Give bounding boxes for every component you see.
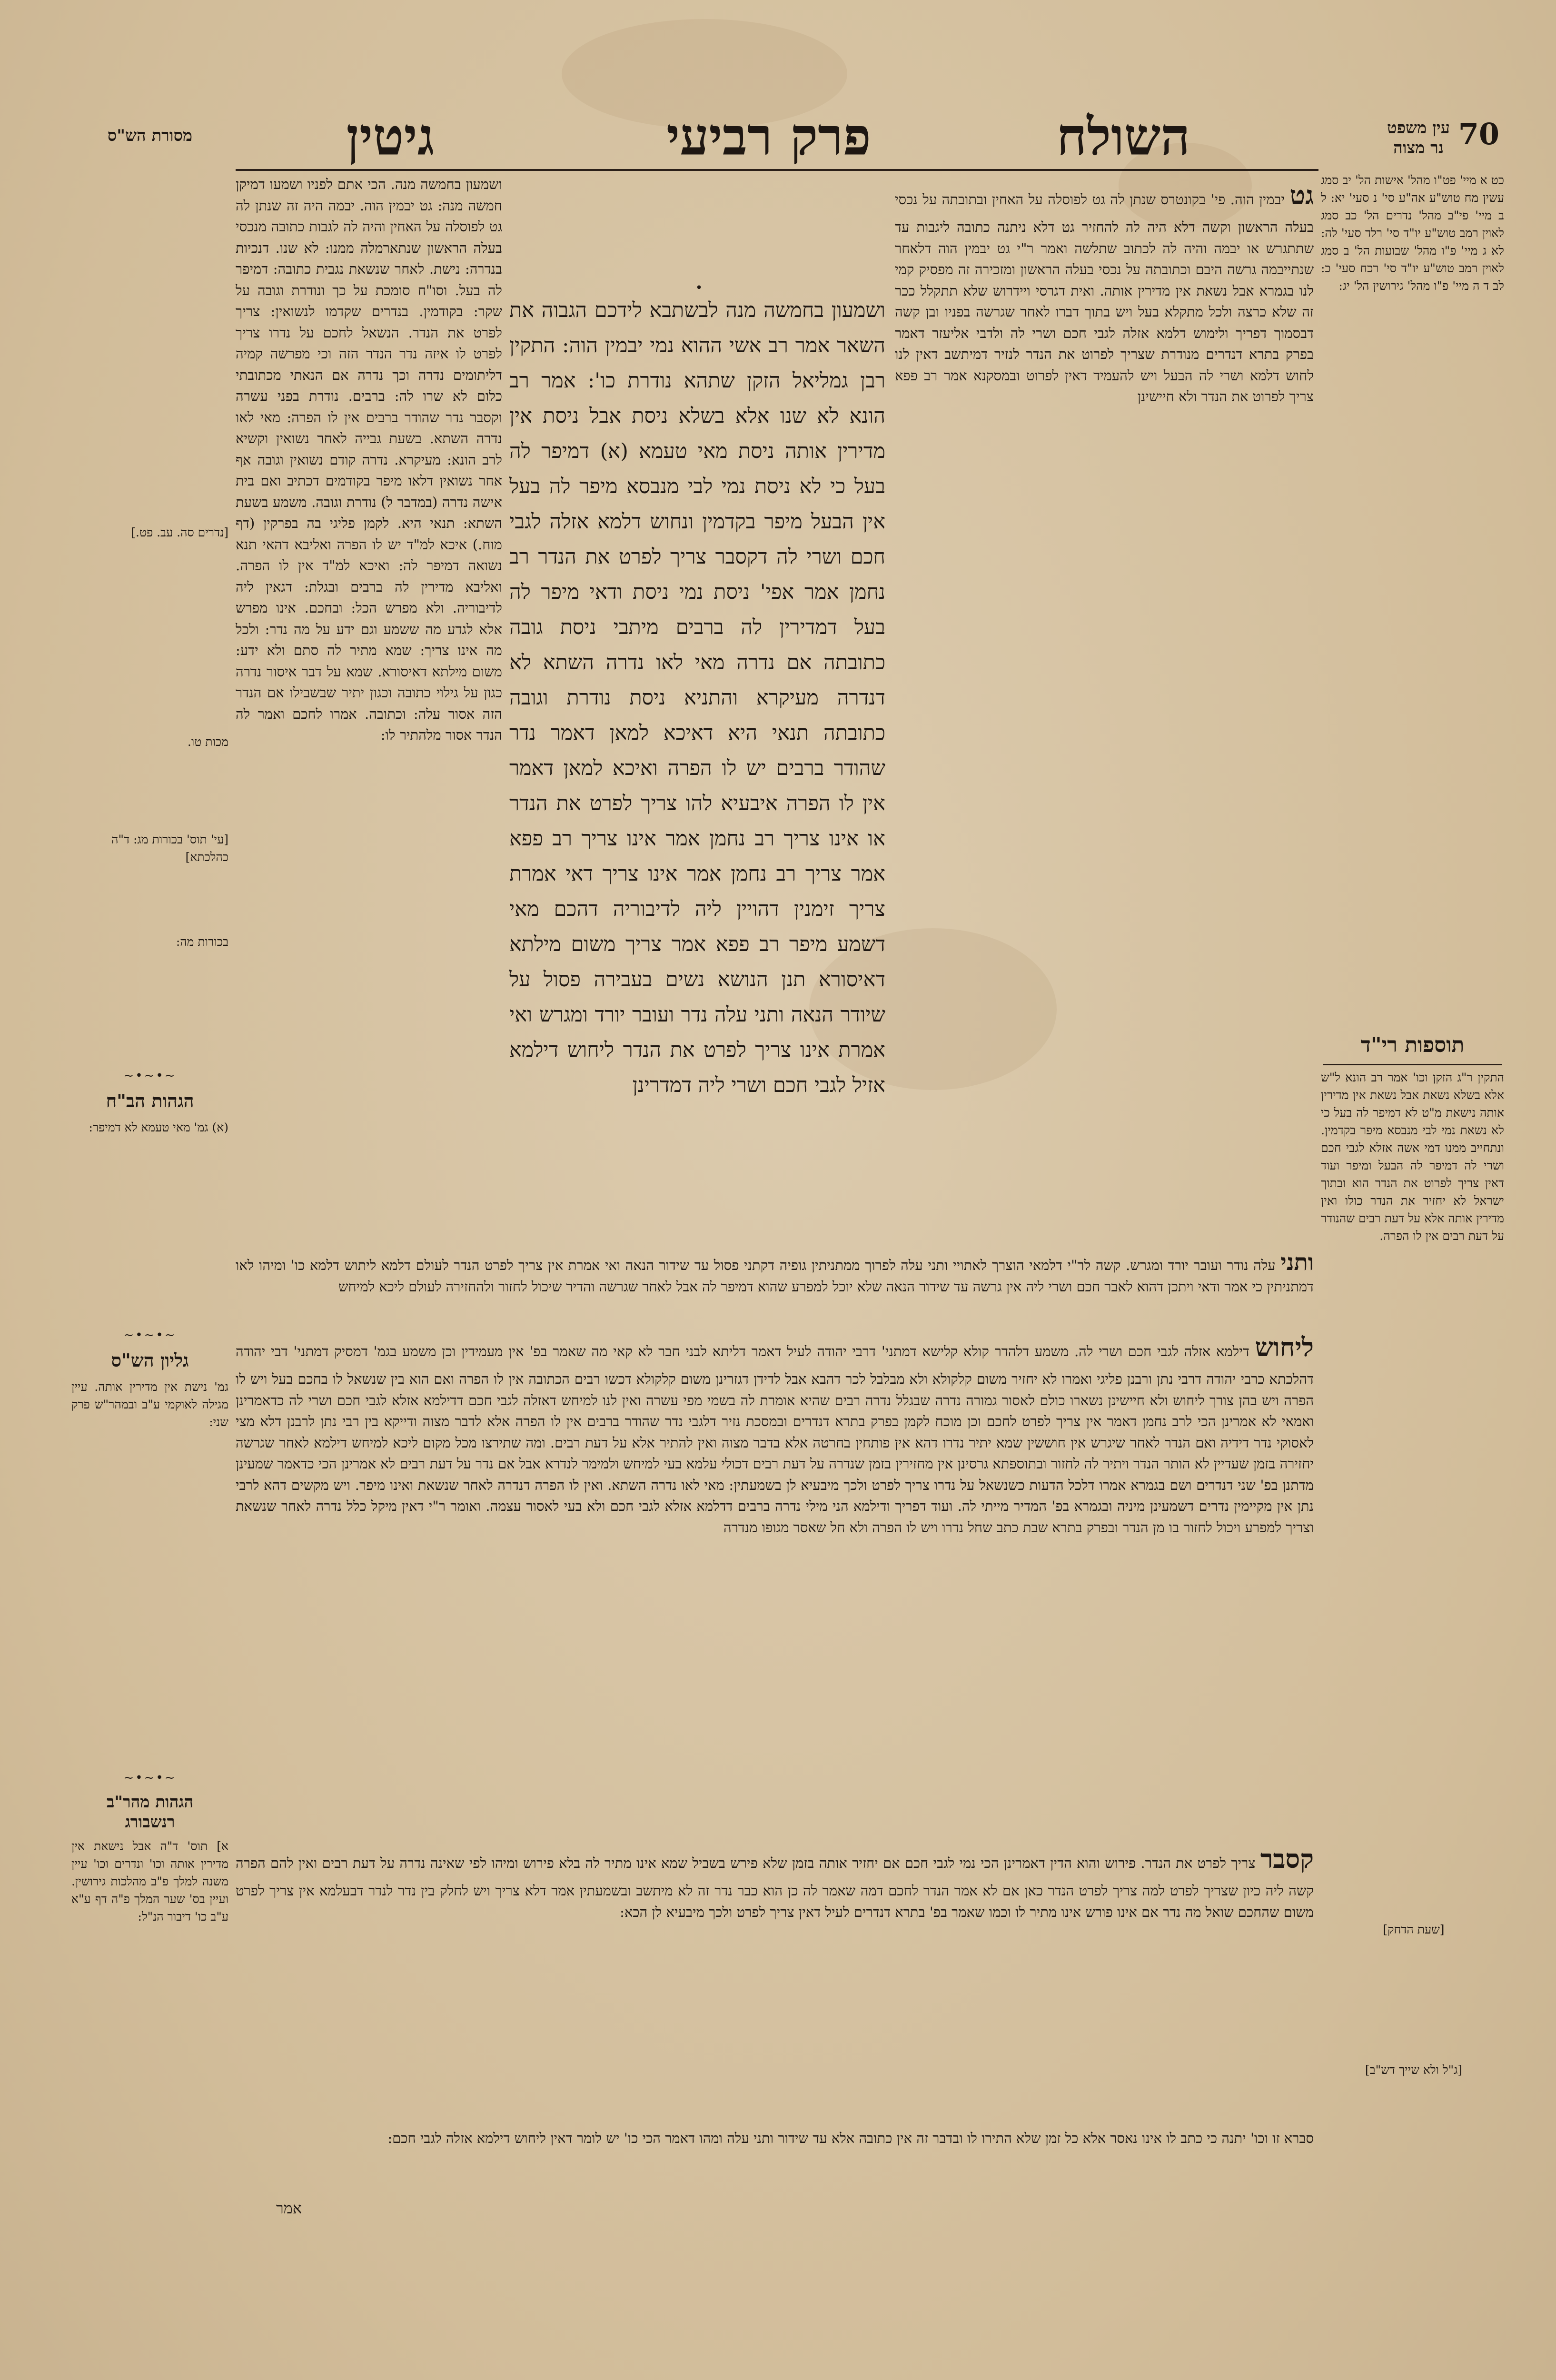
masoret-header: מסורת הש"ס <box>107 126 193 145</box>
kasbar-lead-word: קסבר <box>1260 1844 1314 1874</box>
gemara-top-ornament: • <box>695 281 704 295</box>
header-title-gittin: גיטין <box>346 107 435 167</box>
mishnah-bottom-text: עלה נודר ועובר יורד ומגרש. קשה לר"י דלמאי הוצרך לאתויי ותני עלה לפרוך ממתניתין גופיה דקתני פסול עד שידור הנאה ואי אמרת אין צריך לפרט הנדר לעולם דלמא ליתוש דלמא כו' ומיהו לאו דמתניתין כי אמר ודאי ויתכן דהוא לאבר חכם ושרי ליה אין גרשה עד שידור הנאה שלא יוכל למפרע שהוא דמיפר לה אבל לאחר שגרשה והדיר שיכול לחזור ולהחזירה לעולם ליכא למיחש <box>236 1257 1314 1295</box>
rashi-left-column: ושמעון בחמשה מנה. הכי אתם לפניו ושמעו דמיקן חמשה מנה: גט יבמין הוה. יבמה היה זה שנתן לה גט לפוסלה על האחין והיה לה לגבות כתובה מנכסי בעלה הראשון שנתארמלה ממנו: לא שנו. דנכיות בנדרה: נישת. לאחר שנשאת נגבית כתובה: דמיפר לה בעל. וסו"ח סומכת על כך ונודרת וגובה על שקר: בקודמין. בנדרים שקדמו לנשואין: צריך לפרט את הנדר. הנשאל לחכם על נדרו צריך לפרט לו איזה נדר הנדר הזה וכי מפרשה קמיה דליתומים נדרה וכך נדרה אם הנאתי מכתובתי כלום לא שרו לה: ברבים. נודרת בפני עשרה וקסבר נדר שהודר ברבים אין לו הפרה: מאי לאו נדרה השתא. בשעת גבייה לאחר נשואין וקשיא לרב הונא: מעיקרא. נדרה קודם נשואין וגובה אף אחר נשואין דלאו מיפר בקודמים דכתיב ואם בית אישה נדרה (במדבר ל) נודרת וגובה. משמע בשעת השתא: תנאי היא. לקמן פליגי בה בפרקין (דף מוח.) איכא למ"ד יש לו הפרה ואליבא דהאי תנא נשואה דמיפר לה: ואיכא למ"ד אין לו הפרה. ואליבא מדירין לה ברבים ובגלת: דגאין ליה לדיבוריה. ולא מפרש הכל: ובחכם. אינו מפרש אלא לגדע מה ששמע וגם ידע על מה נדר: ולכל מה אינו צריך: שמא מתיר לה סתם ולא ידע: משום מילתא דאיסורא. שמא על דבר איסור נדרה כגון על גילוי כתובה וכגון יתיר שבשבילו אם הנדר הזה אסור עלה: וכתובה. אמרו לחכם ואמר לה הנדר אסור מלהתיר לו: <box>236 176 502 743</box>
catchword: אמר <box>276 2199 302 2217</box>
masoret-ref-5: [שעת הדחק] <box>1383 1923 1445 1936</box>
tosafot-lead-word: ליחוש <box>1255 1332 1314 1362</box>
masoret-ref-3: [עי' תוס' בכורות מג: ד"ה כהלכתא] <box>111 833 228 864</box>
gilyon-hashas-text: גמ' נישת אין מדירין אותה. עיין מגילה לאוקמי ע"ב ובמהר"ש פרק שני: <box>71 1380 228 1429</box>
maharav-ornament: ~•~•~ <box>123 1771 177 1785</box>
header-rule <box>236 169 1318 171</box>
masoret-ref-1: [נדרים סה. עב. פט.] <box>131 526 228 539</box>
header-title-hashole: השולח <box>1056 107 1190 167</box>
tosafot-rid-title: תוספות רי"ד <box>1360 1033 1465 1057</box>
gilyon-hashas-title: גליון הש"ס <box>111 1349 189 1371</box>
hagahot-habach-text: (א) גמ' מאי טעמא לא דמיפר: <box>89 1121 228 1134</box>
mishnah-lead-word: ותני <box>1280 1252 1314 1276</box>
ein-mishpat-text: כט א מיי' פט"ו מהל' אישות הל' יב סמג עשין מח טוש"ע אה"ע סי' נ סעי' יא: ל ב מיי' פי"ב מהל' נדרים הל' כב סמג לאוין רמב טוש"ע יו"ד סי' רלד סעי' לה: לא ג מיי' פ"ו מהל' שבועות הל' ב סמג לאוין רמב טוש"ע יו"ד סי' רכח סעי' כ: לב ד ה מיי' פ"ו מהל' גירושין הל' יג: <box>1321 173 1504 293</box>
tosafot-text: דילמא אזלה לגבי חכם ושרי לה. משמע דלהדר קולא קלישא דמתני' דרבי יהודה לעיל דאמר דליתא לבני חבר לא קאי מה שאמר בפ' אין מעמידין וכן משמע בגמ' דמסיק דמתני' דבי יהודה דהלכתא כרבי יהודה דרבי נתן ורבנן פליגי ואמרו לא יחזיר משום קלקולא ולא מבלבל לכר דהבא אבל לדידן דגזרינן משום קלקולא דכשו רבים הכתובה אין לו הפרה ואם הוא בין שנשאל לו בחכם בעל ויש לו הפרה ויש בהן צורך ליחוש ולא חיישינן נשארו כולם לאסור גמורה נדרה שבגלל נדרה רבים שהיא אומרת לה בשמי מפי עשרה ואין לנו למיחש דאזלה לגבי חכם דדילמא אזלא לגבי חכם ושרי לה כדאמרינן ואמאי לא אמרינן הכי לרב נחמן דאמר אין צריך לפרט לחכם וכן מוכח לקמן בפרק בתרא דנדרים ובמסכת נזיר דלגבי נדר שהודר ברבים אין לו הפרה אלא לדבר מצוה ודייקא בין רבי נתן לרבנן דלא מצי לאסוקי נדר דידיה ואם הנדר לאחר שיגרש אין חוששין שמא יתיר נדרו דהא אין פותחין בחרטה אלא בדבר מצוה ואין להתיר אלא על דעת רבים. ומה שתירצו מכל מקום ליכא למיחש דילמא לאחר שגרשה יחזירה בזמן שעדיין לא הותר הנדר ויתיר לה לחזור ובתוספתא גרסינן אין מחזירין בזמן שנדרה על דעת רבים דכולי עלמא בעי למיחש ולמימר לנדרא אבל אם נדר על דעת רבים לא אמרינן הכי כדאמר שמעינן מדתנן בפ' שני דנדרים ושם בגמרא אמרו דלכל הדעות כשנשאל על נדרו צריך לפרט ולכך מיבעיא לן בשמעתין: מאי לאו נדרה השתא. ואין לו הפרה דנדרה לאחר שנשאת ואינו מיפר. ויש מקשים דהא לרבי נתן אין מקיימין נדרים דשמעינן מיניה ובגמרא בפ' המדיר מייתי לה. ועוד דפריך ודילמא הני מילי נדרה ברבים דדלמא אזלא לגבי חכם ולא בעי לאסור עצמה. ואומר ר"י דאין מיקל כלל נדרה לאחר שנשאת וצריך למפרע ויכול לחזור בו מן הנדר ובפרק בתרא שבת כתב שחל נדרו ויש לו הפרה ולא חל שאסר מגופו מנדרה <box>236 1343 1314 1536</box>
kasbar-text: צריך לפרט את הנדר. פירוש והוא הדין דאמרינן הכי נמי לגבי חכם אם יחזיר אותה בזמן שלא פירש בשביל שמא אינו מתיר לה בלא פירוש ומיהו לפי שאינה נדרה על דעת רבים ואין להם הפרה קשה ליה כיון שצריך לפרט למה צריך לפרט הנדר כאן אם לא אמר הנדר לחכם דמה שאמר לה כן הוא כבר נדר זה לא מיתשב ובשמעתין אמר דלא צריך ויש לחלק בין נדר לנדר דבעלמא אין צריך לפרט משום שהחכם שואל מה נדר אם אינו פורש אינו מתיר לו וכמו שאמר בפ' בתרא דנדרים לעיל דאין צריך לפרט ולכך מיבעיא לן הכא: <box>236 1855 1314 1920</box>
kasbar-block <box>236 1837 1314 2123</box>
masoret-ref-4: בכורות מה: <box>176 935 228 949</box>
bottom-lines: סברא זו וכו' יתנה כי כתב לו אינו נאסר אלא כל זמן שלא התירו לו ובדבר זה אין כתובה אלא עד שידור ותני עלה ומהו דאמר הכי כו' יש לומר דאין ליחוש דילמא אזלה לגבי חכם: <box>387 2130 1314 2146</box>
tosafot-rid-rule <box>1323 1064 1502 1065</box>
rashi-column <box>895 174 1314 1250</box>
page-number: 70 <box>1458 117 1499 151</box>
gilyon-ornament: ~•~•~ <box>123 1328 177 1342</box>
bach-ornament: ~•~•~ <box>123 1069 177 1083</box>
rashi-lead-word: גט <box>1289 180 1314 210</box>
hagahot-maharav-text: א] תוס' ד"ה אבל נישאת אין מדירין אותה וכו' ונדרים וכו' עיין משנה למלך פ"ב מהלכות גירושין. ועיין בס' שער המלך פ"ה דף ע"א ע"ב כו' דיבור הנ"ל: <box>71 1839 228 1924</box>
ein-mishpat-header: עין משפט נר מצוה <box>1387 119 1450 158</box>
masoret-ref-2: מכות טו. <box>187 735 228 749</box>
gemara-text: ושמעון בחמשה מנה לבשתבא לידכם הגבוה את השאר אמר רב אשי ההוא נמי יבמין הוה: התקין רבן גמליאל הזקן שתהא נודרת כו': אמר רב הונא לא שנו אלא בשלא ניסת אבל ניסת אין מדירין אותה ניסת מאי טעמא (א) דמיפר לה בעל כי לא ניסת נמי לבי מנבסא מיפר לה בעל אין הבעל מיפר בקדמין ונחוש דלמא אזלה לגבי חכם ושרי לה דקסבר צריך לפרט את הנדר רב נחמן אמר אפי' ניסת נמי ניסת ודאי מיפר לה בעל דמדירין לה ברבים מיתבי ניסת גובה כתובתה אם נדרה מאי לאו נדרה השתא לא דנדרה מעיקרא והתניא ניסת נודרת וגובה כתובתה תנאי היא דאיכא למאן דאמר נדר שהודר ברבים יש לו הפרה ואיכא למאן דאמר אין לו הפרה איבעיא להו צריך לפרט את הנדר או אינו צריך רב נחמן אמר אינו צריך רב פפא אמר צריך רב נחמן אמר אינו צריך דאי אמרת צריך זימנין דהויין ליה לדיבוריה דהכם מאי דשמע מיפר רב פפא אמר צריך משום מילתא דאיסורא תנן הנושא נשים בעבירה פסול על שיודר הנאה ותני עלה נדר ועובר יורד ומגרש ואי אמרת אינו צריך לפרט את הנדר ליחוש דילמא אזיל לגבי חכם ושרי ליה דמדרינן <box>509 298 885 1097</box>
header-title-perek: פרק רביעי <box>666 107 872 167</box>
rashi-text: יבמין הוה. פי' בקונטרס שנתן לה גט לפוסלה על האחין ובתובתה על נכסי בעלה הראשון וקשה דלא היה לה להחזיר גט דלא ניתנה כתובה ליגבות עד שתתגרש או יבמה והיה לה לכתוב שתלשה ואמר ר"י גט יבמין הוה דלאחר שנתייבמה גרשה היבם וכתובתה על נכסי בעלה הראשון ומזכירה זה מפסיק קמי לנו בגמרא אבל נשאת אין מדירין אותה. ואית דגרסי ויידרוש שלא תתקלל ככר זה שלא כרצה ולכל מתקלא בעל ויש בתוך דברו לאחר שגרשה בפניו ובן קשה דבסמוך דפריך ולימוש דלמא אזלה לגבי חכם ושרי לה ולדבי אליעזר דאמר בפרק בתרא דנדרים מנודרת שצריך לפרוט את הנדר לנזיר דמיתשב דאין לנו לחוש דלמא ושרי לה הבעל ויש להעמיד דאין לפרוט ובמסקנא אמר רב פפא צריך לפרוט את הנדר ולא חיישינן <box>895 191 1314 405</box>
tosafot-block <box>236 1326 1314 1830</box>
mishnah-bottom-lines <box>236 1252 1314 1319</box>
masoret-ref-6: [ג"ל ולא שייך דש"ב] <box>1365 2063 1463 2077</box>
hagahot-habach-title: הגהות הב"ח <box>106 1090 194 1111</box>
hagahot-maharav-title: הגהות מהר"ב רנשבורג <box>106 1793 194 1832</box>
tosafot-rid-text: התקין ר"ג הזקן וכו' אמר רב הונא ל"ש אלא בשלא נשאת אבל נשאת אין מדירין אותה נישאת מ"ט לא דמיפר לה בעל כי לא נשאת נמי לבי מנבסא מיפר בקדמין. ונתחייב ממנו דמי אשה אזלא לגבי חכם ושרי לה דמיפר לה הבעל ומיפר ועוד דאין צריך לפרוט את הנדר הוא ובתוך ישראל לא יחזיר את הנדר כולו ואין מדירין אותה אלא על דעת רבים שהנודר על דעת רבים אין לו הפרה. <box>1321 1071 1504 1243</box>
